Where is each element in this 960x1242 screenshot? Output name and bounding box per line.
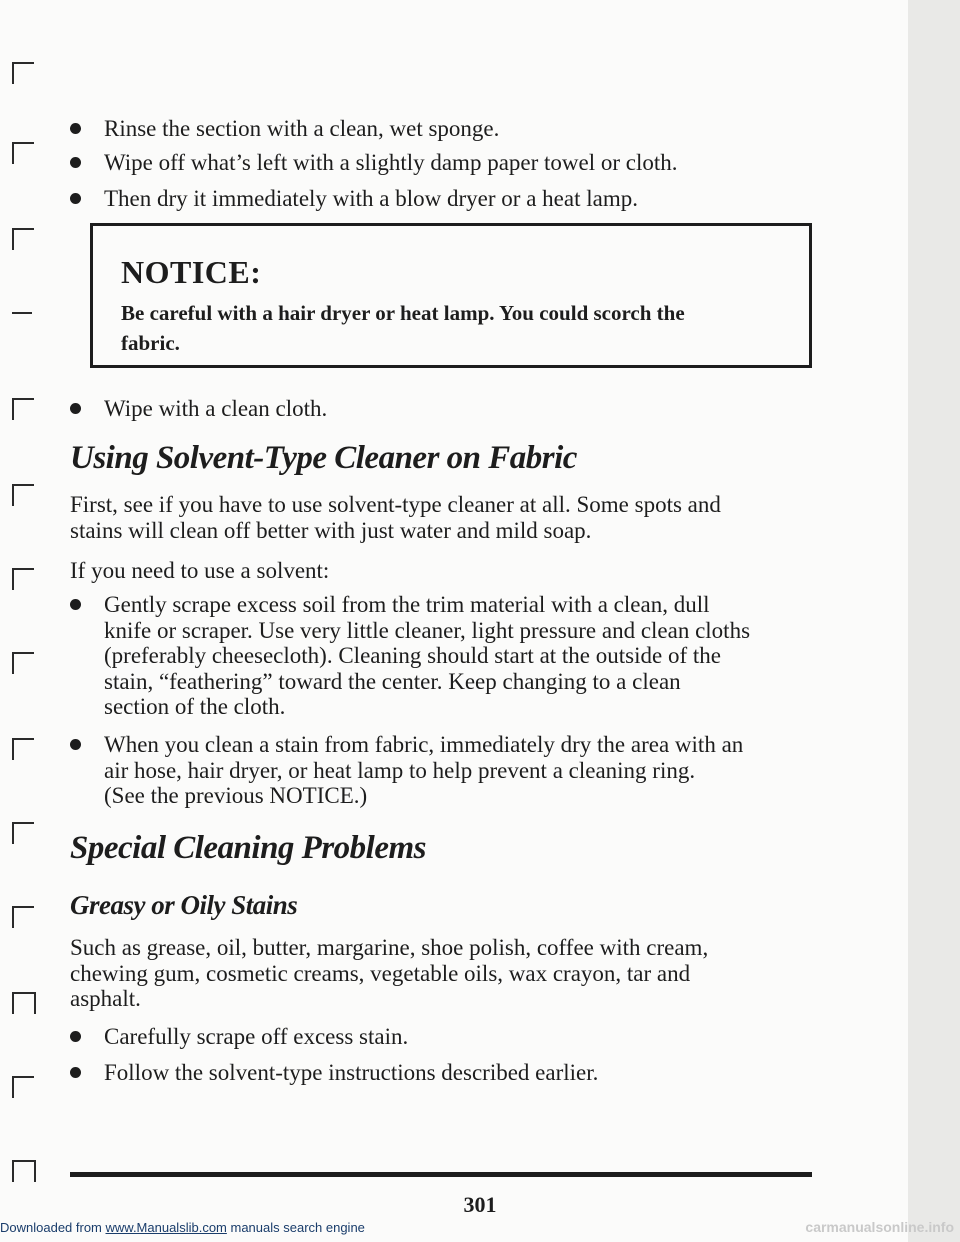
bullet-dot-icon (70, 403, 81, 414)
bullet-text: Wipe off what’s left with a slightly damp paper towel or cloth. (104, 150, 678, 175)
bullet-text: Then dry it immediately with a blow dryer or a heat lamp. (104, 186, 638, 211)
notice-title: NOTICE: (121, 254, 262, 290)
subsection-heading: Greasy or Oily Stains (70, 890, 298, 920)
bullet-line: (See the previous NOTICE.) (104, 783, 368, 808)
paragraph-line: Such as grease, oil, butter, margarine, shoe polish, coffee with cream, (70, 935, 709, 960)
notice-box (90, 223, 812, 368)
bullet-line: Gently scrape excess soil from the trim material with a clean, dull (104, 592, 710, 617)
download-source-note (0, 1220, 365, 1235)
bullet-line: air hose, hair dryer, or heat lamp to help prevent a cleaning ring. (104, 757, 696, 783)
notice-line: Be careful with a hair dryer or heat lamp. You could scorch the (121, 301, 685, 325)
paragraph-line: stains will clean off better with just water and mild soap. (70, 517, 592, 543)
bullet-dot-icon (70, 1031, 81, 1042)
crop-mark (12, 1160, 36, 1182)
section-heading: Using Solvent-Type Cleaner on Fabric (70, 440, 577, 476)
crop-mark (12, 652, 34, 674)
bullet-line: section of the cloth. (104, 694, 286, 719)
bullet-dot-icon (70, 599, 81, 610)
page-edge-shade (908, 0, 960, 1242)
crop-mark (12, 228, 34, 250)
bullet-line: knife or scraper. Use very little cleaner, light pressure and clean cloths (104, 617, 751, 643)
footer-rule (70, 1172, 812, 1177)
watermark: carmanualsonline.info (805, 1219, 954, 1235)
manualslib-link[interactable]: www.Manualslib.com (105, 1220, 227, 1235)
page-number: 301 (463, 1192, 497, 1217)
paragraph (70, 492, 721, 543)
bullet-text: Carefully scrape off excess stain. (104, 1024, 409, 1049)
source-prefix: Downloaded from (0, 1220, 106, 1235)
bullet-line: When you clean a stain from fabric, immediately dry the area with an (104, 732, 744, 757)
crop-mark (12, 822, 34, 844)
crop-mark (12, 312, 32, 330)
paragraph-line: First, see if you have to use solvent-type cleaner at all. Some spots and (70, 492, 721, 517)
paragraph: If you need to use a solvent: (70, 558, 330, 583)
crop-mark (12, 1076, 34, 1098)
bullet-dot-icon (70, 193, 81, 204)
crop-mark (12, 738, 34, 760)
bullet-text (104, 592, 750, 720)
paragraph-line: asphalt. (70, 986, 141, 1011)
bullet-line: (preferably cheesecloth). Cleaning should start at the outside of the (104, 643, 721, 668)
crop-mark (12, 398, 34, 420)
section-heading: Special Cleaning Problems (70, 830, 427, 866)
bullet-text: Follow the solvent-type instructions described earlier. (104, 1060, 599, 1085)
crop-mark (12, 568, 34, 590)
paragraph-line: chewing gum, cosmetic creams, vegetable oils, wax crayon, tar and (70, 960, 691, 986)
crop-mark (12, 62, 34, 84)
notice-line: fabric. (121, 331, 180, 355)
bullet-dot-icon (70, 123, 81, 134)
paragraph (70, 935, 708, 1012)
bullet-text: Wipe with a clean cloth. (104, 396, 328, 421)
source-suffix: manuals search engine (226, 1220, 365, 1235)
bullet-text (104, 732, 743, 809)
crop-mark (12, 992, 36, 1014)
bullet-dot-icon (70, 1067, 81, 1078)
bullet-dot-icon (70, 157, 81, 168)
crop-mark (12, 142, 34, 164)
crop-mark (12, 484, 34, 506)
bullet-dot-icon (70, 739, 81, 750)
notice-body (121, 298, 685, 358)
bullet-text: Rinse the section with a clean, wet sponge. (104, 116, 500, 141)
crop-mark (12, 906, 34, 928)
bullet-line: stain, “feathering” toward the center. Keep changing to a clean (104, 668, 681, 694)
